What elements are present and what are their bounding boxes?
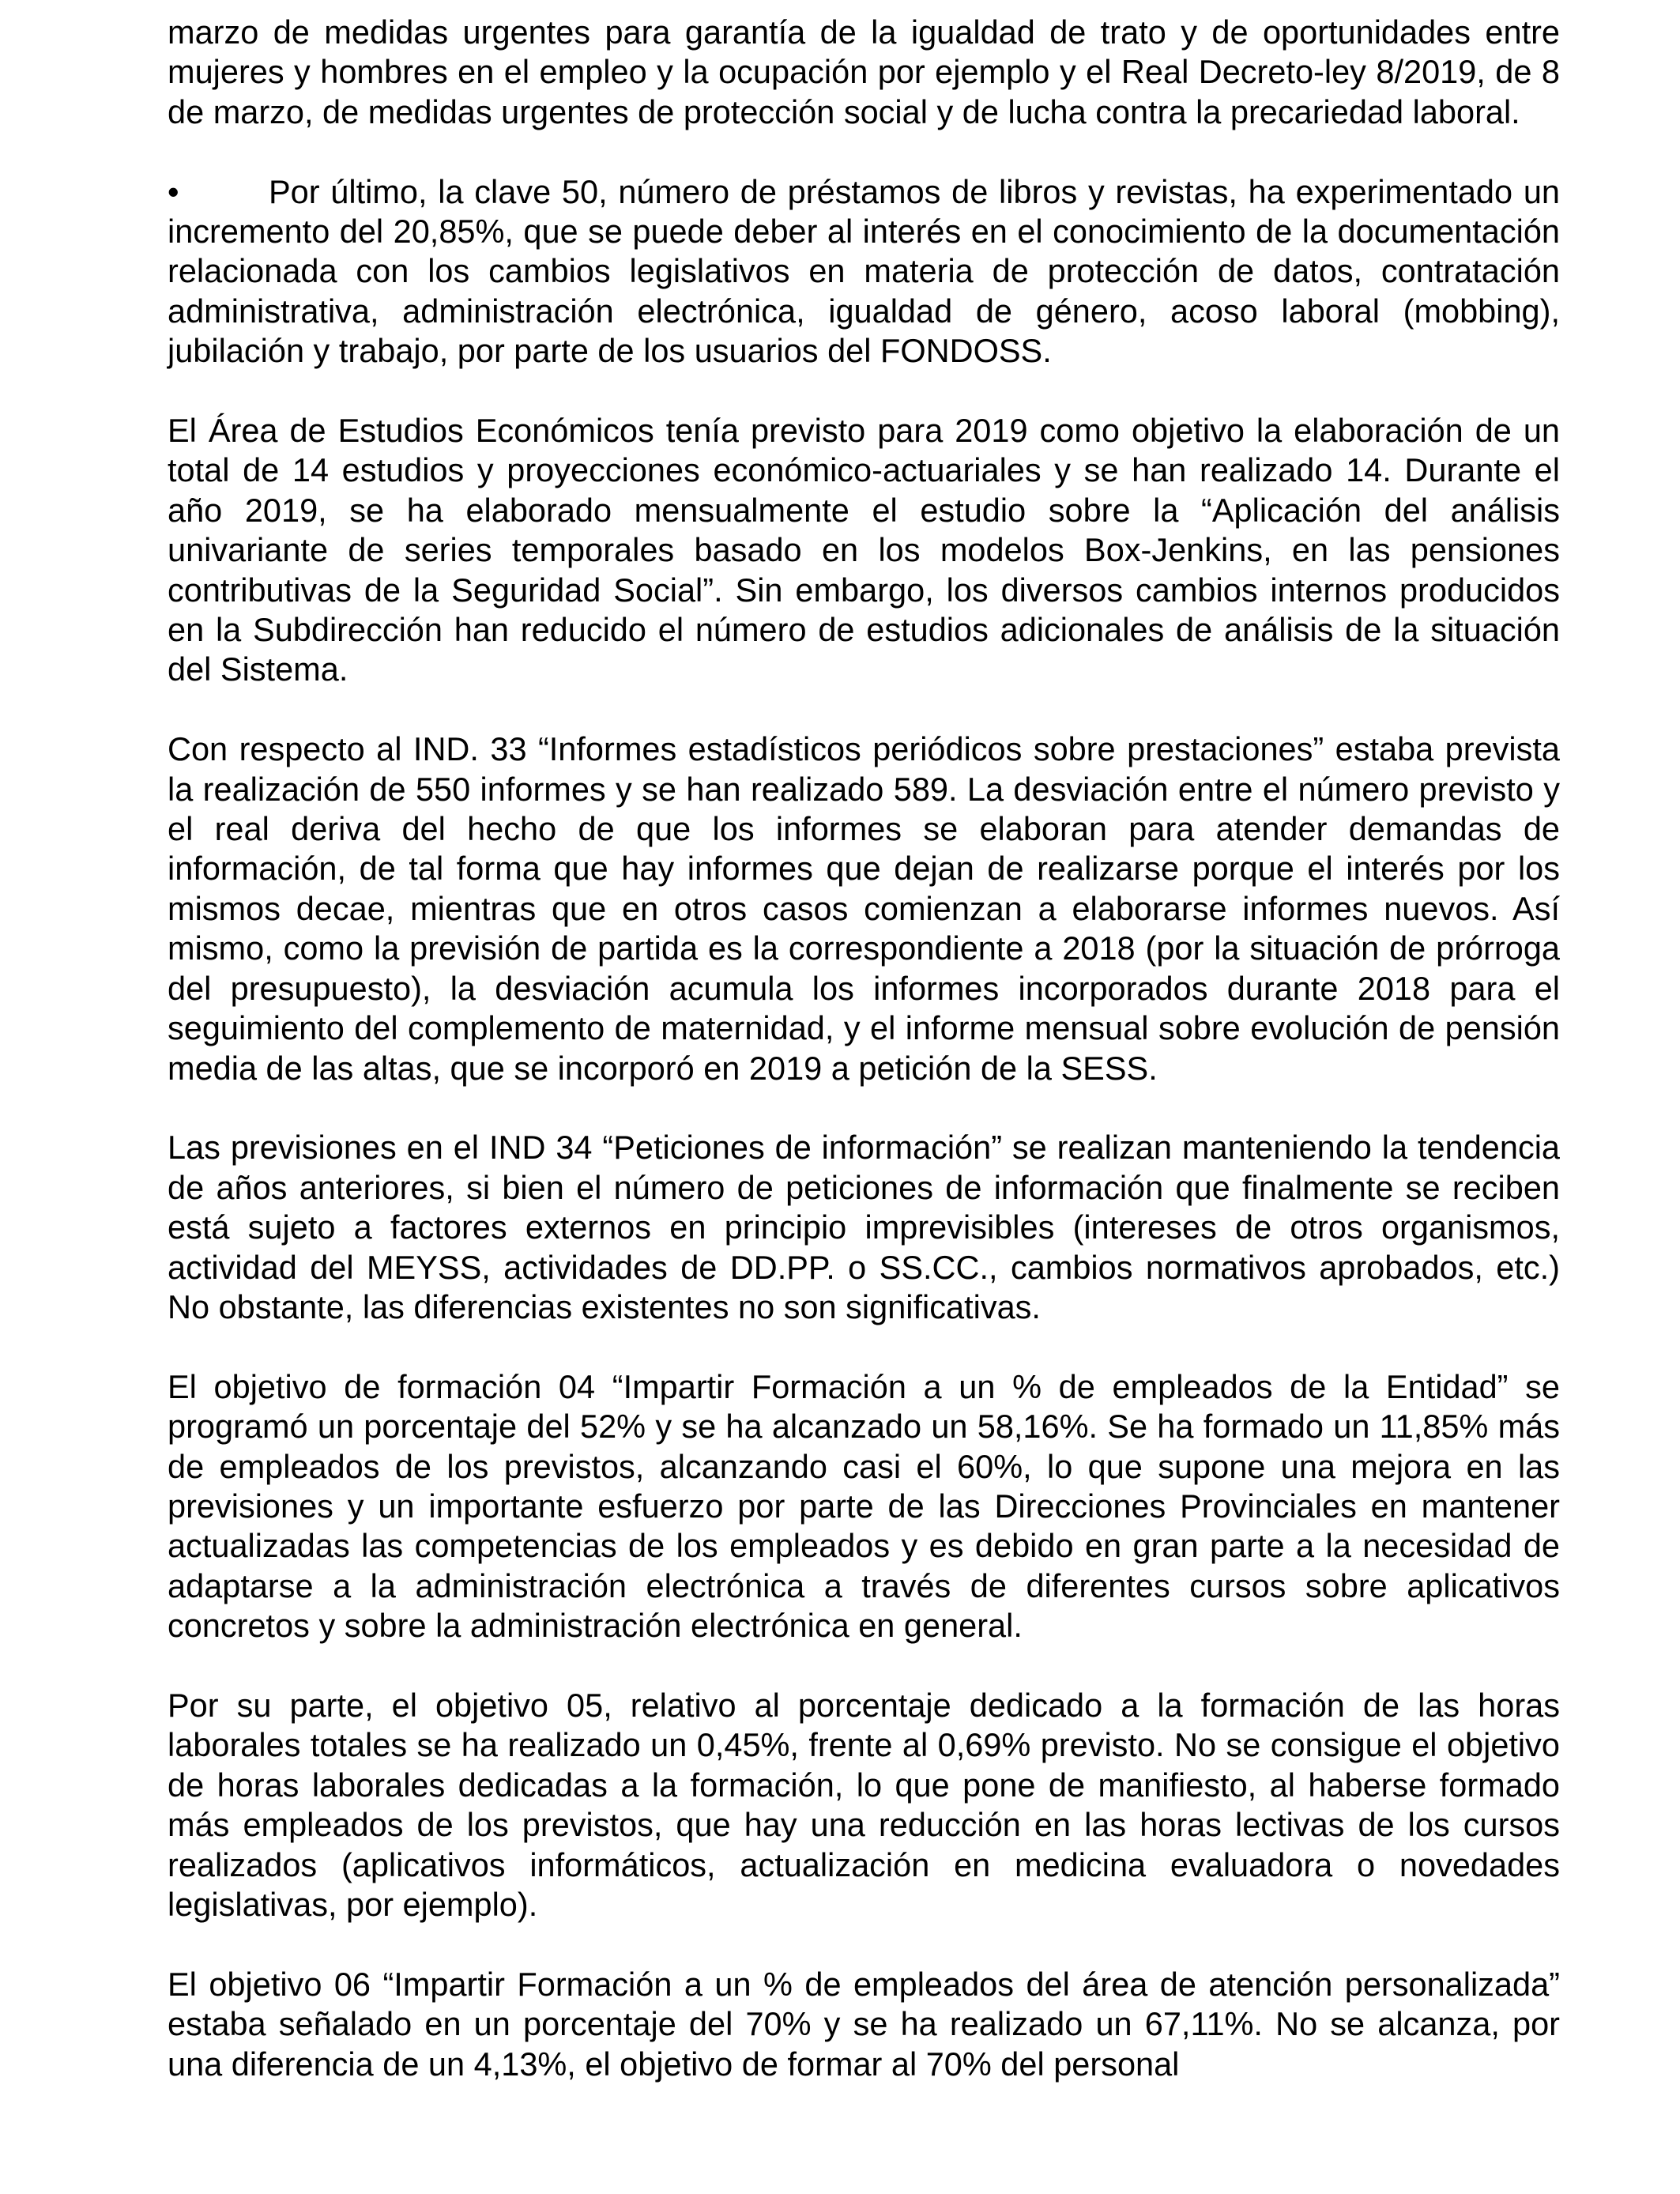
paragraph-3: El Área de Estudios Económicos tenía previsto para 2019 como objetivo la elaboración de un total de 14 estudios y proyecciones económico-actuariales y se han realizado 14. Durante el año 2019, se ha elaborado mensualmente el estudio sobre la “Aplicación del análisis univariante de series temporales basado en los modelos Box-Jenkins, en las pensiones contributivas de la Seguridad Social”. Sin embargo, los diversos cambios internos producidos en la Subdirección han reducido el número de estudios adicionales de análisis de la situación del Sistema. <box>168 412 1560 688</box>
document-page <box>168 13 1560 2084</box>
paragraph-1: marzo de medidas urgentes para garantía de la igualdad de trato y de oportunidades entre mujeres y hombres en el empleo y la ocupación por ejemplo y el Real Decreto-ley 8/2019, de 8 de marzo, de medidas urgentes de protección social y de lucha contra la precariedad laboral. <box>168 13 1560 130</box>
paragraph-7: Por su parte, el objetivo 05, relativo al porcentaje dedicado a la formación de las horas laborales totales se ha realizado un 0,45%, frente al 0,69% previsto. No se consigue el objetivo de horas laborales dedicadas a la formación, lo que pone de manifiesto, al haberse formado más empleados de los previstos, que hay una reducción en las horas lectivas de los cursos realizados (aplicativos informáticos, actualización en medicina evaluadora o novedades legislativas, por ejemplo). <box>168 1686 1560 1923</box>
paragraph-8: El objetivo 06 “Impartir Formación a un % de empleados del área de atención personalizada” estaba señalado en un porcentaje del 70% y se ha realizado un 67,11%. No se alcanza, por una diferencia de un 4,13%, el objetivo de formar al 70% del personal <box>168 1965 1560 2083</box>
bullet-icon: • <box>168 172 179 210</box>
paragraph-4: Con respecto al IND. 33 “Informes estadísticos periódicos sobre prestaciones” estaba prevista la realización de 550 informes y se han realizado 589. La desviación entre el número previsto y el real deriva del hecho de que los informes se elaboran para atender demandas de información, de tal forma que hay informes que dejan de realizarse porque el interés por los mismos decae, mientras que en otros casos comienzan a elaborarse informes nuevos. Así mismo, como la previsión de partida es la correspondiente a 2018 (por la situación de prórroga del presupuesto), la desviación acumula los informes incorporados durante 2018 para el seguimiento del complemento de maternidad, y el informe mensual sobre evolución de pensión media de las altas, que se incorporó en 2019 a petición de la SESS. <box>168 730 1560 1087</box>
paragraph-5: Las previsiones en el IND 34 “Peticiones de información” se realizan manteniendo la tendencia de años anteriores, si bien el número de peticiones de información que finalmente se reciben está sujeto a factores externos en principio imprevisibles (intereses de otros organismos, actividad del MEYSS, actividades de DD.PP. o SS.CC., cambios normativos aprobados, etc.) No obstante, las diferencias existentes no son significativas. <box>168 1129 1560 1325</box>
bullet-paragraph: • Por último, la clave 50, número de préstamos de libros y revistas, ha experimentado un incremento del 20,85%, que se puede deber al interés en el conocimiento de la documentación relacionada con los cambios legislativos en materia de protección de datos, contratación administrativa, administración electrónica, igualdad de género, acoso laboral (mobbing), jubilación y trabajo, por parte de los usuarios del FONDOSS. <box>168 172 1560 370</box>
paragraph-6: El objetivo de formación 04 “Impartir Formación a un % de empleados de la Entidad” se programó un porcentaje del 52% y se ha alcanzado un 58,16%. Se ha formado un 11,85% más de empleados de los previstos, alcanzando casi el 60%, lo que supone una mejora en las previsiones y un importante esfuerzo por parte de las Direcciones Provinciales en mantener actualizadas las competencias de los empleados y es debido en gran parte a la necesidad de adaptarse a la administración electrónica a través de diferentes cursos sobre aplicativos concretos y sobre la administración electrónica en general. <box>168 1367 1560 1645</box>
